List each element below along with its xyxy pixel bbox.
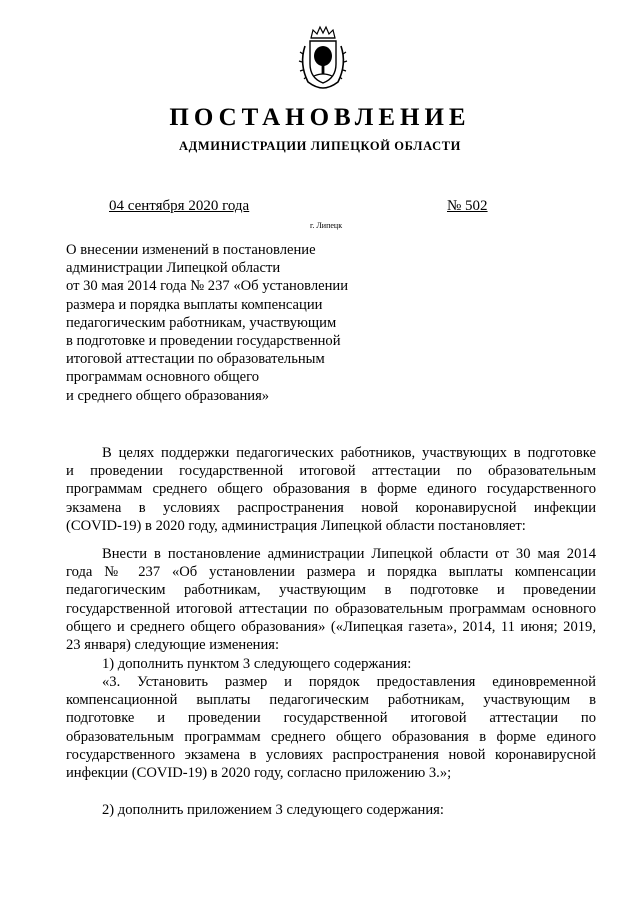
subject-line: от 30 мая 2014 года № 237 «Об установлении xyxy=(66,278,349,295)
text-line: 23 января) следующие изменения: xyxy=(66,637,280,654)
text-line: педагогическим работникам, участвующим в подготовке и проведении xyxy=(66,582,596,599)
document-subject xyxy=(66,241,376,405)
paragraph-item-3-text xyxy=(66,673,596,782)
text-line: государственного экзамена в условиях распространения новой коронавирусной xyxy=(66,746,596,763)
subject-line: итоговой аттестации по образовательным xyxy=(66,351,325,368)
coat-of-arms-icon xyxy=(296,24,350,90)
paragraph-preamble xyxy=(66,444,596,535)
text-line: программам среднего общего образования в форме единого государственного xyxy=(66,481,596,498)
subject-line: и среднего общего образования» xyxy=(66,387,270,404)
text-line: и проведении государственной итоговой аттестации по образовательным xyxy=(66,463,596,480)
text-line: экзамена в условиях распространения новой коронавирусной инфекции xyxy=(66,499,596,516)
paragraph-item-1 xyxy=(66,655,596,673)
subject-line: программам основного общего xyxy=(66,369,260,386)
document-title: ПОСТАНОВЛЕНИЕ xyxy=(169,104,471,131)
paragraph-amendment-intro xyxy=(66,545,596,654)
document-issuer: АДМИНИСТРАЦИИ ЛИПЕЦКОЙ ОБЛАСТИ xyxy=(179,139,461,153)
text-line: подготовке и проведении государственной итоговой аттестации по xyxy=(66,710,596,727)
document-city: г. Липецк xyxy=(310,221,343,230)
text-line: Внести в постановление администрации Липецкой области от 30 мая 2014 xyxy=(102,546,596,562)
text-line: компенсационной выплаты педагогическим работникам, участвующим в xyxy=(66,692,596,709)
text-line: года № 237 «Об установлении размера и порядка выплаты компенсации xyxy=(66,564,596,581)
text-line: 2) дополнить приложением 3 следующего содержания: xyxy=(102,802,444,818)
subject-line: размера и порядка выплаты компенсации xyxy=(66,296,323,313)
subject-line: О внесении изменений в постановление xyxy=(66,242,316,258)
text-line: «3. Установить размер и порядок предоставления единовременной xyxy=(102,674,596,690)
document-number: № 502 xyxy=(447,198,488,214)
subject-line: педагогическим работникам, участвующим xyxy=(66,314,337,331)
subject-line: в подготовке и проведении государственной xyxy=(66,333,341,350)
text-line: 1) дополнить пунктом 3 следующего содержания: xyxy=(102,656,412,672)
text-line: инфекции (COVID-19) в 2020 году, согласно приложению 3.»; xyxy=(66,765,452,782)
paragraph-item-2 xyxy=(66,801,596,819)
text-line: государственной итоговой аттестации по образовательным программам основного xyxy=(66,600,596,617)
document-date: 04 сентября 2020 года xyxy=(109,198,250,214)
text-line: образовательным программам среднего общего образования в форме единого xyxy=(66,728,596,745)
subject-line: администрации Липецкой области xyxy=(66,260,281,277)
text-line: В целях поддержки педагогических работников, участвующих в подготовке xyxy=(102,445,596,461)
text-line: общего и среднего общего образования» («Липецкая газета», 2014, 11 июня; 2019, xyxy=(66,618,596,635)
text-line: (COVID-19) в 2020 году, администрация Липецкой области постановляет: xyxy=(66,517,526,534)
